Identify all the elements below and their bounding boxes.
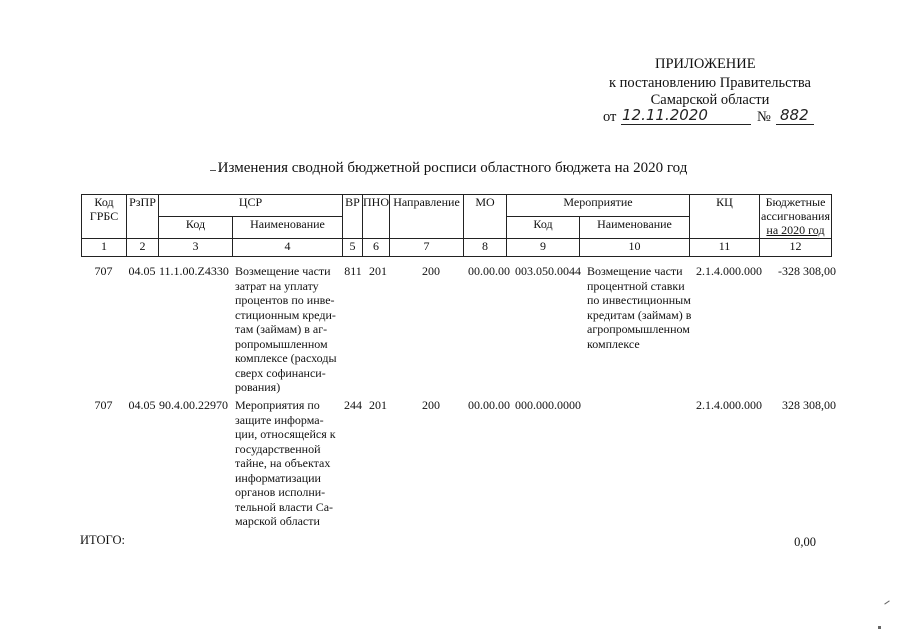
appendix-date-value: 12.11.2020 xyxy=(622,106,708,124)
header-budget: Бюджетные ассигнования на 2020 год xyxy=(761,195,830,237)
cell-vr: 244 xyxy=(344,398,362,412)
appendix-line2: к постановлению Правительства xyxy=(609,75,811,91)
col-num: 1 xyxy=(82,239,127,257)
cell-csr-name: Возмещение части затрат на уплату процентов по инве- стиционным креди- там (займам) в аг- ропромышленном комплексе (расходы сверх софинанси- рования) xyxy=(235,264,337,394)
col-num: 3 xyxy=(159,239,233,257)
header-mo: МО xyxy=(464,195,507,239)
table-header xyxy=(81,194,832,257)
cell-mer-name: Возмещение части процентной ставки по инвестиционным кредитам (займам) в агропромышленном комплексе xyxy=(587,264,692,351)
header-vr: ВР xyxy=(343,195,363,239)
header-napravlenie: Направление xyxy=(390,195,464,239)
cell-mo: 00.00.00 xyxy=(468,398,510,412)
header-meropriyatie: Мероприятие xyxy=(507,195,690,217)
col-num: 11 xyxy=(690,239,760,257)
cell-mer-code: 003.050.0044 xyxy=(515,264,581,278)
col-num: 7 xyxy=(390,239,464,257)
col-num: 12 xyxy=(760,239,832,257)
cell-amount: 328 308,00 xyxy=(782,398,836,412)
header-pno: ПНО xyxy=(363,195,390,239)
col-num: 2 xyxy=(127,239,159,257)
scan-mark xyxy=(884,600,889,604)
cell-csr-code: 90.4.00.22970 xyxy=(159,398,228,412)
date-underline xyxy=(621,124,751,125)
cell-mo: 00.00.00 xyxy=(468,264,510,278)
scan-dot xyxy=(878,626,881,629)
cell-grbs: 707 xyxy=(94,398,113,412)
header-csr: ЦСР xyxy=(159,195,343,217)
header-csr-kod: Код xyxy=(159,217,233,239)
col-num: 10 xyxy=(580,239,690,257)
appendix-date-prefix: от xyxy=(603,109,617,125)
cell-grbs: 707 xyxy=(94,264,113,278)
cell-kc: 2.1.4.000.000 xyxy=(696,264,762,278)
cell-napr: 200 xyxy=(422,398,440,412)
cell-kc: 2.1.4.000.000 xyxy=(696,398,762,412)
header-mer-name: Наименование xyxy=(580,217,690,239)
cell-amount: -328 308,00 xyxy=(778,264,836,278)
total-label: ИТОГО: xyxy=(80,533,125,547)
header-rzpr: РзПР xyxy=(127,195,159,239)
cell-vr: 811 xyxy=(344,264,362,278)
header-kod-grbs: Код ГРБС xyxy=(82,195,127,239)
appendix-title: ПРИЛОЖЕНИЕ xyxy=(655,56,756,72)
header-mer-kod: Код xyxy=(507,217,580,239)
header-kc: КЦ xyxy=(690,195,760,239)
cell-rzpr: 04.05 xyxy=(128,398,156,412)
cell-napr: 200 xyxy=(422,264,440,278)
col-num: 4 xyxy=(233,239,343,257)
document-title: Изменения сводной бюджетной росписи областного бюджета на 2020 год xyxy=(217,160,688,176)
appendix-number-value: 882 xyxy=(780,106,809,124)
cell-pno: 201 xyxy=(369,398,387,412)
cell-csr-code: 11.1.00.Z4330 xyxy=(159,264,229,278)
cell-mer-code: 000.000.0000 xyxy=(515,398,581,412)
col-num: 9 xyxy=(507,239,580,257)
cell-pno: 201 xyxy=(369,264,387,278)
col-num: 8 xyxy=(464,239,507,257)
header-csr-name: Наименование xyxy=(233,217,343,239)
appendix-line3: Самарской области xyxy=(650,92,770,108)
col-num: 6 xyxy=(363,239,390,257)
appendix-number-prefix: № xyxy=(757,109,771,125)
col-num: 5 xyxy=(343,239,363,257)
cell-rzpr: 04.05 xyxy=(128,264,156,278)
number-underline xyxy=(776,124,814,125)
cell-csr-name: Мероприятия по защите информа- ции, относящейся к государственной тайне, на объектах информатизации органов исполни- тельной власти Са- марской области xyxy=(235,398,336,528)
total-value: 0,00 xyxy=(794,535,816,549)
